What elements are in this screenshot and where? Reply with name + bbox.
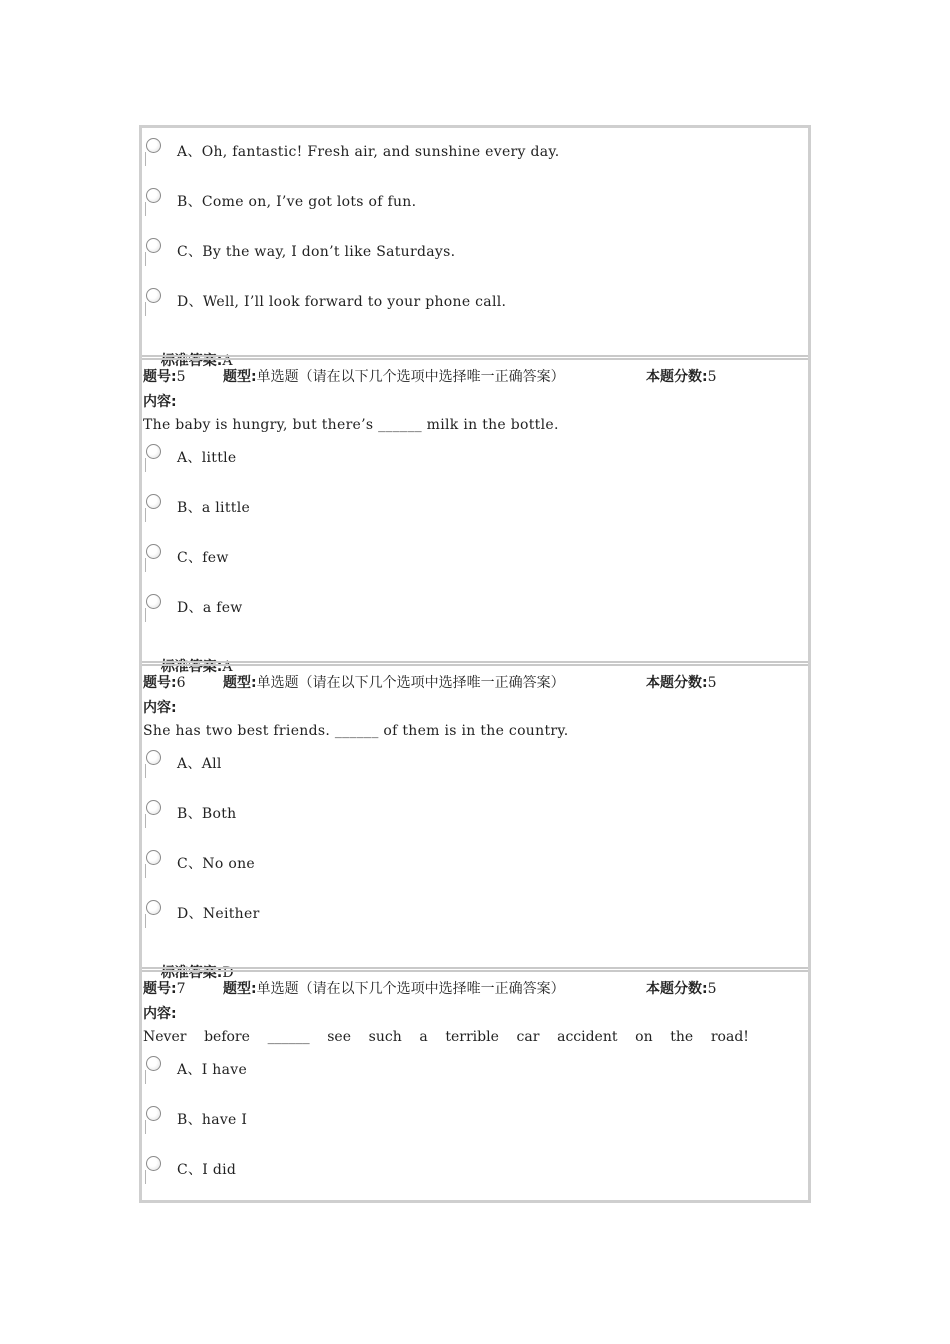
question-text: The baby is hungry, but there’s ______ milk in the bottle. xyxy=(143,417,559,433)
question-text: She has two best friends. ______ of them is in the country. xyxy=(143,723,569,739)
content-label: 内容: xyxy=(143,394,177,410)
divider xyxy=(142,967,808,972)
question-score: 5 xyxy=(707,369,717,385)
question-header: 题号:5 题型:单选题（请在以下几个选项中选择唯一正确答案） 本题分数:5 xyxy=(143,369,717,385)
content-label: 内容: xyxy=(143,1006,177,1022)
answer-value: D xyxy=(222,965,234,981)
option-label: D、Neither xyxy=(177,906,260,922)
divider xyxy=(142,355,808,360)
radio-button[interactable] xyxy=(146,138,161,153)
radio-button[interactable] xyxy=(146,850,161,865)
divider xyxy=(142,661,808,666)
question-number: 7 xyxy=(176,981,186,997)
question-type: 单选题（请在以下几个选项中选择唯一正确答案） xyxy=(256,369,565,385)
question-header: 题号:6 题型:单选题（请在以下几个选项中选择唯一正确答案） 本题分数:5 xyxy=(143,675,717,691)
option-label: B、Both xyxy=(177,806,237,822)
radio-button[interactable] xyxy=(146,900,161,915)
answer-value: A xyxy=(222,659,233,675)
radio-button[interactable] xyxy=(146,1156,161,1171)
radio-button[interactable] xyxy=(146,594,161,609)
question-number: 5 xyxy=(176,369,186,385)
radio-button[interactable] xyxy=(146,494,161,509)
radio-button[interactable] xyxy=(146,544,161,559)
radio-button[interactable] xyxy=(146,1106,161,1121)
radio-button[interactable] xyxy=(146,238,161,253)
radio-button[interactable] xyxy=(146,444,161,459)
option-label: A、little xyxy=(177,450,237,466)
option-label: B、a little xyxy=(177,500,251,516)
question-panel xyxy=(139,125,811,1203)
option-label: B、have I xyxy=(177,1112,248,1128)
option-label: C、few xyxy=(177,550,229,566)
question-score: 5 xyxy=(707,675,717,691)
answer-value: A xyxy=(222,353,233,369)
radio-button[interactable] xyxy=(146,288,161,303)
radio-button[interactable] xyxy=(146,750,161,765)
question-text: Never before ______ see such a terrible car accident on the road! xyxy=(143,1029,749,1045)
option-label: B、Come on, I’ve got lots of fun. xyxy=(177,194,417,210)
answer-label: 标准答案: xyxy=(160,965,223,981)
option-label: A、Oh, fantastic! Fresh air, and sunshine every day. xyxy=(177,144,560,160)
answer-label: 标准答案: xyxy=(160,659,223,675)
option-label: C、I did xyxy=(177,1162,237,1178)
option-label: D、a few xyxy=(177,600,243,616)
question-type: 单选题（请在以下几个选项中选择唯一正确答案） xyxy=(256,675,565,691)
question-header: 题号:7 题型:单选题（请在以下几个选项中选择唯一正确答案） 本题分数:5 xyxy=(143,981,717,997)
option-label: A、All xyxy=(177,756,222,772)
option-label: A、I have xyxy=(177,1062,248,1078)
question-number: 6 xyxy=(176,675,186,691)
question-type: 单选题（请在以下几个选项中选择唯一正确答案） xyxy=(256,981,565,997)
option-label: C、No one xyxy=(177,856,255,872)
option-label: D、Well, I’ll look forward to your phone call. xyxy=(177,294,507,310)
question-score: 5 xyxy=(707,981,717,997)
option-label: C、By the way, I don’t like Saturdays. xyxy=(177,244,456,260)
answer-label: 标准答案: xyxy=(160,353,223,369)
radio-button[interactable] xyxy=(146,188,161,203)
content-label: 内容: xyxy=(143,700,177,716)
radio-button[interactable] xyxy=(146,800,161,815)
radio-button[interactable] xyxy=(146,1056,161,1071)
